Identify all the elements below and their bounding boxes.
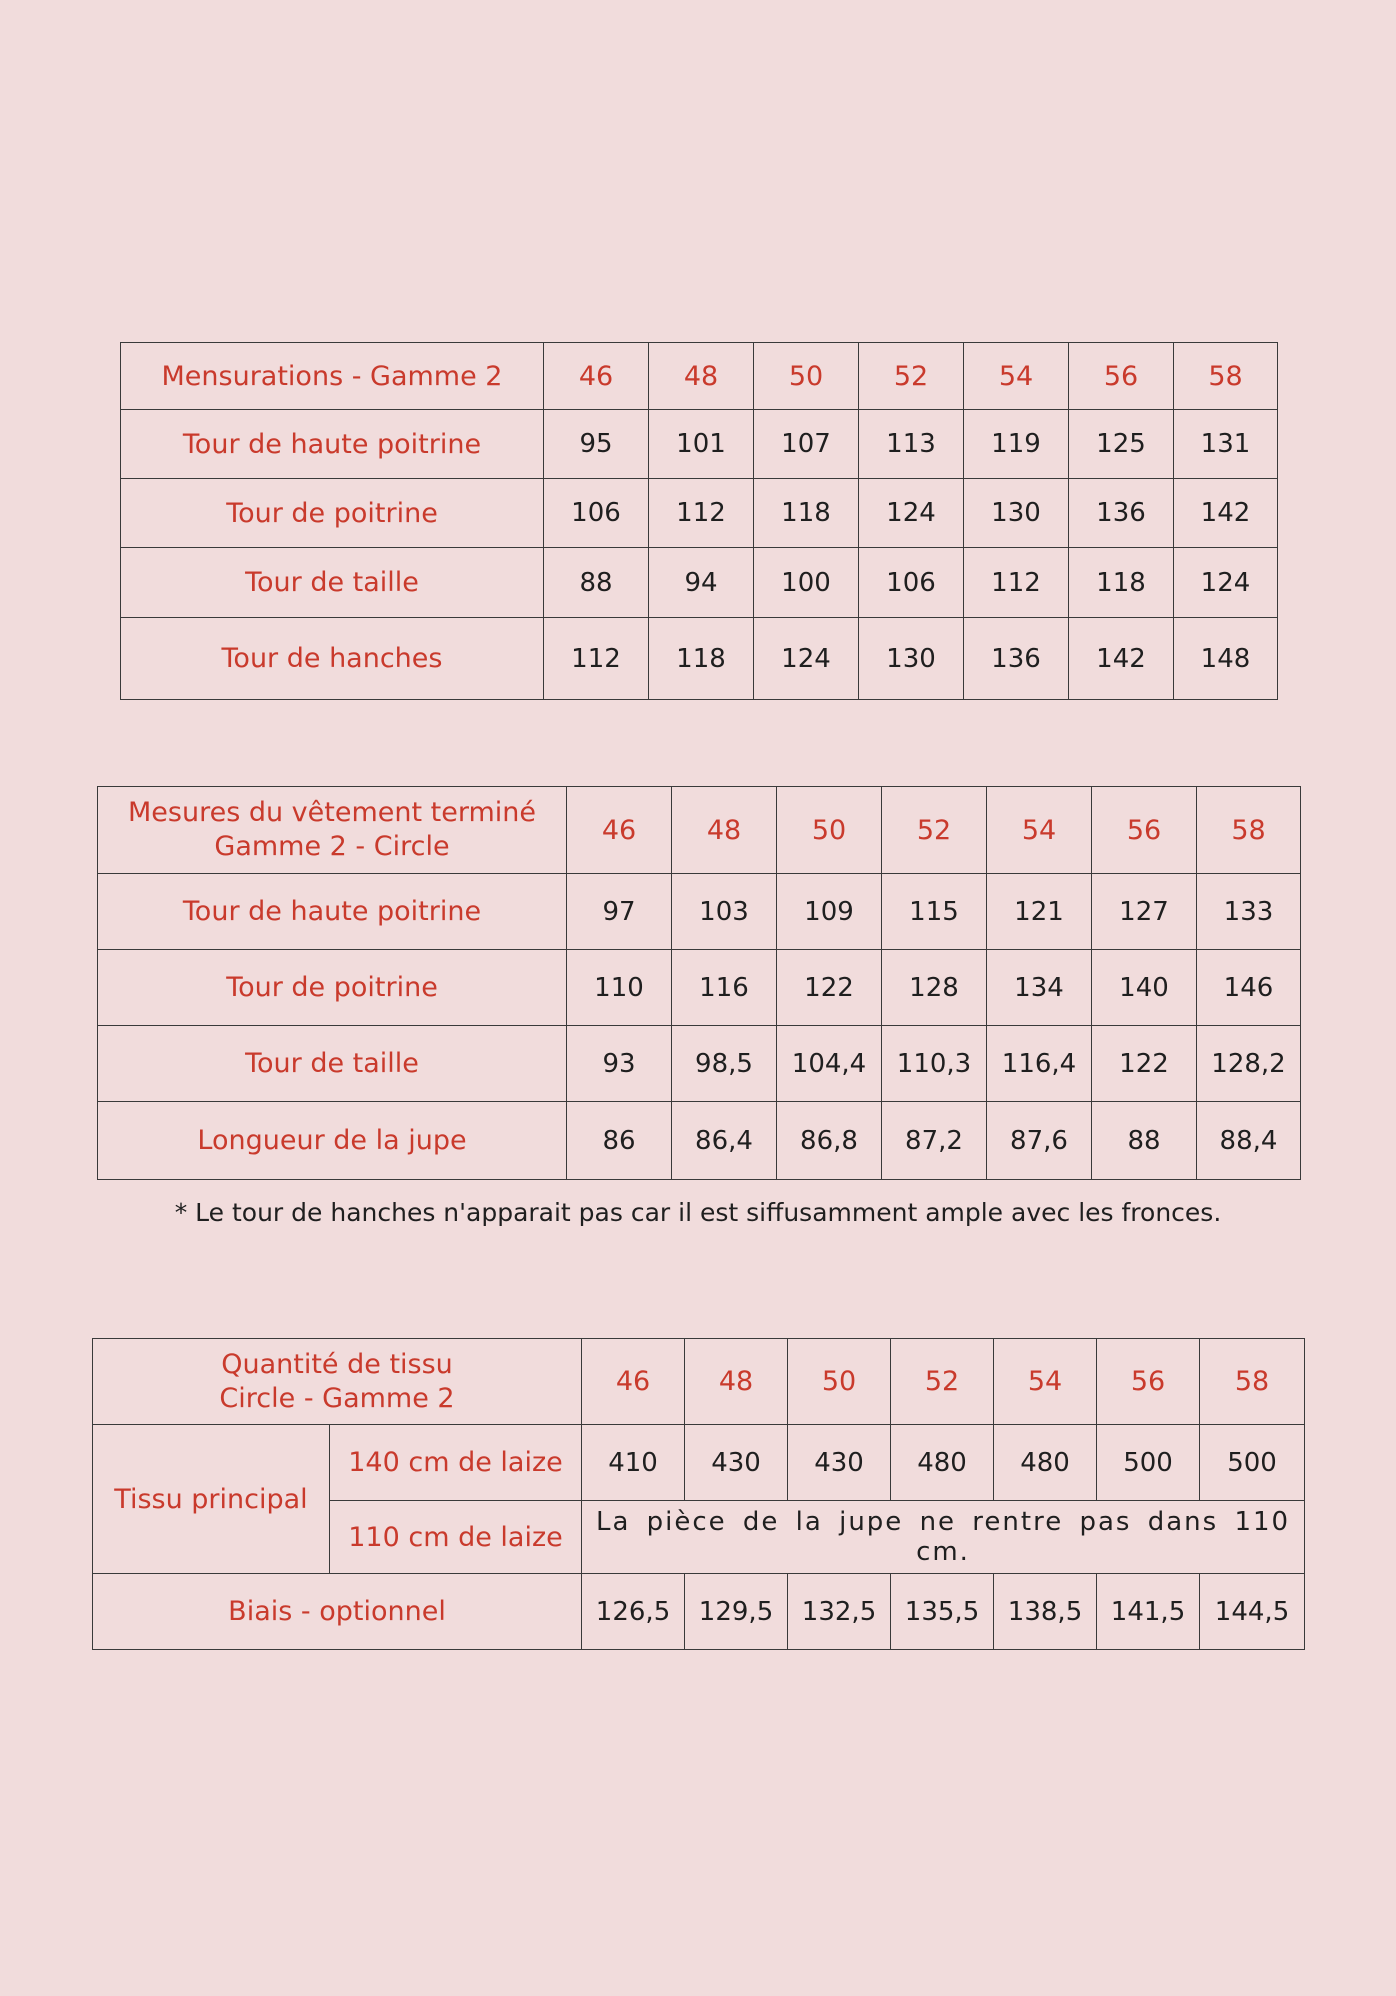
table-cell: 122 <box>777 950 882 1026</box>
table-cell: 110 <box>567 950 672 1026</box>
table-cell: 88,4 <box>1197 1102 1301 1180</box>
table-row <box>98 874 1301 950</box>
table-cell: 112 <box>649 479 754 548</box>
table-cell: 116 <box>672 950 777 1026</box>
row-label: Biais - optionnel <box>93 1574 582 1650</box>
footnote: * Le tour de hanches n'apparait pas car il est siffusamment ample avec les fronces. <box>174 1198 1222 1227</box>
table-cell: 93 <box>567 1026 672 1102</box>
table-cell: 124 <box>859 479 964 548</box>
size-header: 52 <box>859 343 964 410</box>
table-title <box>93 1339 582 1425</box>
table-cell: 128,2 <box>1197 1026 1301 1102</box>
table-cell: 98,5 <box>672 1026 777 1102</box>
table-cell: 430 <box>685 1425 788 1501</box>
table-cell: 126,5 <box>582 1574 685 1650</box>
size-header: 50 <box>754 343 859 410</box>
table-cell: 131 <box>1174 410 1278 479</box>
row-label: 110 cm de laize <box>330 1501 582 1574</box>
table-cell: 118 <box>754 479 859 548</box>
table-cell: 101 <box>649 410 754 479</box>
table-title-line: Quantité de tissu <box>221 1348 453 1380</box>
table-cell: 113 <box>859 410 964 479</box>
table-cell: 106 <box>544 479 649 548</box>
size-header: 54 <box>964 343 1069 410</box>
size-header: 46 <box>582 1339 685 1425</box>
size-header: 58 <box>1200 1339 1305 1425</box>
size-header: 56 <box>1097 1339 1200 1425</box>
table-cell: 129,5 <box>685 1574 788 1650</box>
table-cell: 136 <box>1069 479 1174 548</box>
table-row <box>98 950 1301 1026</box>
table-cell: 97 <box>567 874 672 950</box>
table-cell: 125 <box>1069 410 1174 479</box>
table-cell: 115 <box>882 874 987 950</box>
row-label: Tour de hanches <box>121 618 544 700</box>
size-header: 58 <box>1197 787 1301 874</box>
table-cell: 119 <box>964 410 1069 479</box>
table-cell: 95 <box>544 410 649 479</box>
size-header: 54 <box>994 1339 1097 1425</box>
table-cell: 110,3 <box>882 1026 987 1102</box>
table-cell: 94 <box>649 548 754 618</box>
table-cell: 88 <box>1092 1102 1197 1180</box>
table-cell: 112 <box>964 548 1069 618</box>
table-cell: 480 <box>994 1425 1097 1501</box>
row-label: Longueur de la jupe <box>98 1102 567 1180</box>
size-header: 52 <box>882 787 987 874</box>
table-cell: 106 <box>859 548 964 618</box>
table-cell: 132,5 <box>788 1574 891 1650</box>
table-title-line: Gamme 2 - Circle <box>214 831 450 862</box>
table-row <box>98 1026 1301 1102</box>
table-row <box>93 1425 1305 1501</box>
size-header: 56 <box>1092 787 1197 874</box>
table-cell: 127 <box>1092 874 1197 950</box>
table-cell: 130 <box>859 618 964 700</box>
size-header: 58 <box>1174 343 1278 410</box>
size-header: 52 <box>891 1339 994 1425</box>
table-cell: 480 <box>891 1425 994 1501</box>
table-row <box>121 410 1278 479</box>
table-cell: 116,4 <box>987 1026 1092 1102</box>
table-cell: 100 <box>754 548 859 618</box>
table-cell: 86,4 <box>672 1102 777 1180</box>
table-cell: 500 <box>1200 1425 1305 1501</box>
measurements-table <box>120 342 1278 700</box>
table-cell: 124 <box>1174 548 1278 618</box>
table-cell: 135,5 <box>891 1574 994 1650</box>
table-cell: 144,5 <box>1200 1574 1305 1650</box>
row-label: Tour de haute poitrine <box>98 874 567 950</box>
table-cell: 124 <box>754 618 859 700</box>
table-cell: 118 <box>1069 548 1174 618</box>
table-cell: 148 <box>1174 618 1278 700</box>
table-title: Mensurations - Gamme 2 <box>121 343 544 410</box>
table-cell: 141,5 <box>1097 1574 1200 1650</box>
table-cell: 109 <box>777 874 882 950</box>
table-row <box>121 548 1278 618</box>
size-header: 50 <box>777 787 882 874</box>
size-header: 48 <box>672 787 777 874</box>
row-label: 140 cm de laize <box>330 1425 582 1501</box>
table-cell: 130 <box>964 479 1069 548</box>
row-label: Tour de poitrine <box>121 479 544 548</box>
table-row <box>98 1102 1301 1180</box>
table-title-line: Circle - Gamme 2 <box>219 1382 455 1414</box>
table-cell: 140 <box>1092 950 1197 1026</box>
row-label: Tour de taille <box>98 1026 567 1102</box>
size-header: 54 <box>987 787 1092 874</box>
size-header: 50 <box>788 1339 891 1425</box>
table-cell: 138,5 <box>994 1574 1097 1650</box>
table-cell: 142 <box>1069 618 1174 700</box>
table-cell: 134 <box>987 950 1092 1026</box>
finished-garment-table <box>97 786 1301 1180</box>
table-cell: 136 <box>964 618 1069 700</box>
table-cell-merged: La pièce de la jupe ne rentre pas dans 110 cm. <box>582 1501 1305 1574</box>
table-cell: 430 <box>788 1425 891 1501</box>
table-cell: 87,6 <box>987 1102 1092 1180</box>
row-label: Tour de poitrine <box>98 950 567 1026</box>
fabric-quantity-table <box>92 1338 1305 1650</box>
size-header: 56 <box>1069 343 1174 410</box>
table-cell: 87,2 <box>882 1102 987 1180</box>
table-row <box>93 1574 1305 1650</box>
table-cell: 86,8 <box>777 1102 882 1180</box>
table-cell: 104,4 <box>777 1026 882 1102</box>
table-cell: 128 <box>882 950 987 1026</box>
row-label: Tour de taille <box>121 548 544 618</box>
row-label: Tour de haute poitrine <box>121 410 544 479</box>
size-header: 46 <box>567 787 672 874</box>
table-title-line: Mesures du vêtement terminé <box>127 797 537 828</box>
table-cell: 133 <box>1197 874 1301 950</box>
row-group-label: Tissu principal <box>93 1425 330 1574</box>
table-cell: 103 <box>672 874 777 950</box>
table-cell: 112 <box>544 618 649 700</box>
table-cell: 107 <box>754 410 859 479</box>
table-cell: 500 <box>1097 1425 1200 1501</box>
table-cell: 88 <box>544 548 649 618</box>
table-cell: 142 <box>1174 479 1278 548</box>
table-row <box>121 479 1278 548</box>
table-cell: 122 <box>1092 1026 1197 1102</box>
table-cell: 86 <box>567 1102 672 1180</box>
table-cell: 146 <box>1197 950 1301 1026</box>
table-header-row <box>93 1339 1305 1425</box>
table-cell: 410 <box>582 1425 685 1501</box>
size-header: 46 <box>544 343 649 410</box>
table-header-row <box>121 343 1278 410</box>
size-header: 48 <box>685 1339 788 1425</box>
table-cell: 121 <box>987 874 1092 950</box>
table-header-row <box>98 787 1301 874</box>
size-header: 48 <box>649 343 754 410</box>
table-row <box>121 618 1278 700</box>
table-title <box>98 787 567 874</box>
table-cell: 118 <box>649 618 754 700</box>
